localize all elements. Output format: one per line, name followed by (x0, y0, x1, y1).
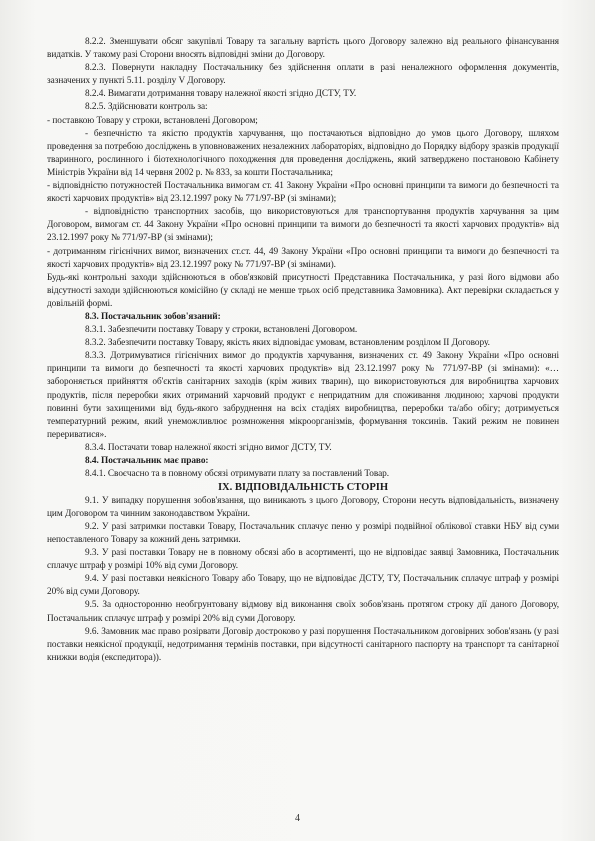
paragraph: 8.2.4. Вимагати дотримання товару належної якості згідно ДСТУ, ТУ. (85, 89, 357, 100)
page-number: 4 (295, 813, 300, 824)
paragraph: 9.4. У разі поставки неякісного Товару або Товару, що не відповідає ДСТУ, ТУ, Постачальник сплачує штраф у розмірі 20% від суми Договору. (47, 574, 559, 598)
paragraph: 9.5. За односторонню необгрунтовану відмову від виконання своїх зобов'язань протягом строку дії даного Договору, Постачальник сплачує штраф у розмірі 20% від суми Договору. (47, 600, 559, 624)
paragraph: - безпечністю та якістю продуктів харчування, що постачаються відповідно до умов цього Договору, шляхом проведення за потребою досліджень в уповноважених незалежних лабораторіях, відповідно до Порядку відбору зразків продукції тваринного, рослинного і біотехнологічного походження для проведення досліджень, який затверджено постановою Кабінету Міністрів України від 14 червня 2002 р. № 833, за кошти Постачальника; (47, 128, 559, 178)
liability-clauses (47, 495, 559, 665)
paragraph: 8.4.1. Своєчасно та в повному обсязі отримувати плату за поставлений Товар. (85, 469, 390, 480)
paragraph: 8.2.2. Зменшувати обсяг закупівлі Товару та загальну вартість цього Договору залежно від реального фінансування видатків. У такому разі Сторони вносять відповідні зміни до Договору. (47, 37, 559, 61)
paragraph: 8.3.2. Забезпечити поставку Товару, якість яких відповідає умовам, встановленим розділом II Договору. (85, 338, 490, 349)
paragraph: 8.3.4. Постачати товар належної якості згідно вимог ДСТУ, ТУ. (85, 442, 332, 453)
paragraph: - відповідністю транспортних засобів, що використовуються для транспортування продуктів харчування за цим Договором, вимогам ст. 44 Закону України «Про основні принципи та вимоги до безпечності та якості харчових продуктів» від 23.12.1997 року № 771/97-ВР (зі змінами); (47, 207, 559, 244)
paragraph: - дотриманням гігієнічних вимог, визначених ст.ст. 44, 49 Закону України «Про основні принципи та вимоги до безпечності та якості харчових продуктів» від 23.12.1997 року № 771/97-ВР (зі змінами). (47, 246, 559, 270)
paragraph: Будь-які контрольні заходи здійснюються в обов'язковій присутності Представника Постачальника, у разі його відмови або відсутності заходи здійснюються комісійно (у складі не менше трьох осіб представника Замовника). Акт перевірки складається у довільній формі. (47, 272, 559, 309)
paragraph: 8.3.3. Дотримуватися гігієнічних вимог до продуктів харчування, визначених ст. 49 Закону України «Про основні принципи та вимоги до безпечності та якості харчових продуктів» від 23.12.1997 року № 771/97-ВР (зі змінами): «…забороняється прийняття об'єктів санітарних заходів (крім живих тварин), що використовуються для виробництва харчових продуктів, після переробки яких отриманий харчовий продукт є непридатним для споживання людиною; харчові продукти повинні бути захищеними від будь-якого забруднення на всіх стадіях виробництва, переробки та/або обігу; дотримується температурний режим, який унеможливлює розмноження мікроорганізмів, формування токсинів. Такий режим не повинен перериватися». (47, 351, 559, 440)
section-heading: IX. ВІДПОВІДАЛЬНІСТЬ СТОРІН (217, 482, 389, 494)
paragraph: 8.3.1. Забезпечити поставку Товару у строки, встановлені Договором. (85, 325, 358, 336)
paragraph: 9.3. У разі поставки Товару не в повному обсязі або в асортименті, що не відповідає заявці Замовника, Постачальник сплачує штраф у розмірі 10% від суми Договору. (47, 548, 559, 572)
paragraph: 8.2.5. Здійснювати контроль за: (85, 102, 208, 113)
paragraph: 9.6. Замовник має право розірвати Договір достроково у разі порушення Постачальником договірних зобов'язань (у разі поставки неякісної продукції, недотримання термінів поставки, при відсутності санітарного паспорту на транспорт та санітарної книжки водія (експедитора)). (47, 626, 559, 663)
contract-clauses (47, 36, 559, 481)
paragraph: 9.2. У разі затримки поставки Товару, Постачальник сплачує пеню у розмірі подвійної облікової ставки НБУ від суми непоставленого Товару за кожний день затримки. (47, 521, 559, 545)
paragraph: - поставкою Товару у строки, встановлені Договором; (47, 115, 258, 126)
paragraph: - відповідністю потужностей Постачальника вимогам ст. 41 Закону України «Про основні принципи та вимоги до безпечності та якості харчових продуктів» від 23.12.1997 року № 771/97-ВР (зі змінами); (47, 181, 559, 205)
paragraph: 8.2.3. Повернути накладну Постачальнику без здійснення оплати в разі неналежного оформлення документів, зазначених у пункті 5.11. розділу V Договору. (47, 63, 559, 87)
paragraph: 8.3. Постачальник зобов'язаний: (85, 311, 221, 322)
document-body (47, 36, 559, 665)
paragraph: 9.1. У випадку порушення зобов'язання, що виникають з цього Договору, Сторони несуть відповідальність, визначену цим Договором та чинним законодавством України. (47, 495, 559, 519)
paragraph: 8.4. Постачальник має право: (85, 456, 209, 466)
